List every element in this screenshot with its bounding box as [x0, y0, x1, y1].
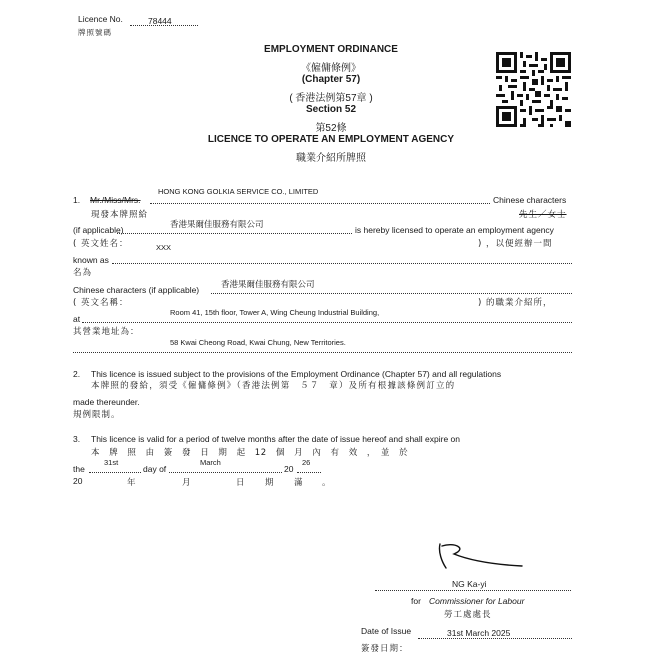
day-of-label: day of [143, 464, 167, 474]
licence-number-value: 78444 [148, 16, 172, 26]
date-of-issue-dots [418, 638, 572, 639]
english-name-value: XXX [156, 243, 172, 252]
date-of-issue-label: Date of Issue [361, 626, 412, 636]
hereby-licensed-text: is hereby licensed to operate an employment agency [355, 225, 554, 235]
holder-name-cn: 香港果爾佳服務有限公司 [170, 220, 264, 230]
cn-nian: 年 [127, 478, 137, 488]
licence-title: LICENCE TO OPERATE AN EMPLOYMENT AGENCY [207, 134, 455, 145]
if-applicable-label: (if applicable) [73, 225, 124, 235]
address-label-cn: 其營業地址為： [73, 327, 140, 337]
expiry-year-value: 26 [302, 458, 311, 467]
address-line-2-dots [73, 352, 572, 353]
expiry-month-value: March [200, 458, 221, 467]
date-of-issue-value: 31st March 2025 [447, 628, 511, 638]
cn-ri: 日 [236, 478, 246, 488]
operate-text-cn: ) ，以便經辦一間 [478, 239, 553, 249]
ordinance-heading-cn: 《僱傭條例》 [301, 63, 361, 74]
agency-name-dots [211, 293, 572, 294]
date-of-issue-label-cn: 簽發日期： [361, 644, 409, 654]
english-name-label-cn: ( 英文姓名： [73, 239, 129, 249]
ordinance-heading: EMPLOYMENT ORDINANCE [264, 44, 398, 55]
para3-text: This licence is valid for a period of twelve months after the date of issue hereof and shall expire on [91, 434, 461, 444]
para3-text-cn: 本 牌 照 由 簽 發 日 期 起 12 個 月 內 有 效 ， 並 於 [91, 448, 409, 458]
for-label: for [411, 596, 421, 606]
named-label-cn: 名為 [73, 268, 93, 278]
commissioner-role: Commissioner for Labour [429, 596, 525, 606]
para1-number: 1. [73, 195, 81, 205]
holder-name: HONG KONG GOLKIA SERVICE CO., LIMITED [158, 187, 319, 196]
signature-dots [375, 590, 571, 591]
at-label: at [73, 314, 81, 324]
honorific-struck: Mr./Miss/Mrs. [90, 195, 141, 205]
holder-name-dots [150, 203, 490, 204]
cn-end: 。 [322, 478, 332, 488]
para2-number: 2. [73, 369, 81, 379]
honorific-cn-struck: 先生／女士 [519, 210, 567, 220]
commissioner-name: NG Ka-yi [452, 579, 487, 589]
year-prefix: 20 [284, 464, 294, 474]
agency-name-cn: 香港果爾佳服務有限公司 [221, 280, 315, 290]
para2-text-2: made thereunder. [73, 397, 140, 407]
signature-icon [434, 540, 524, 570]
para2-text: This licence is issued subject to the provisions of the Employment Ordinance (Chapter 57) and all regulations [91, 369, 502, 379]
expiry-day-dots [89, 472, 141, 473]
commissioner-role-cn: 勞工處處長 [444, 610, 492, 620]
cn-man: 滿 [294, 478, 304, 488]
para2-text-2-cn: 規例限制。 [73, 410, 121, 420]
licence-number-dots [130, 25, 198, 26]
chinese-characters-label: Chinese characters [493, 195, 567, 205]
agency-text-cn: ) 的職業介紹所， [478, 298, 553, 308]
licence-number-label-cn: 牌照號碼 [78, 28, 112, 37]
holder-name-cn-dots [117, 233, 352, 234]
chapter-heading: (Chapter 57) [301, 74, 361, 85]
address-line-2: 58 Kwai Cheong Road, Kwai Chung, New Territories. [170, 338, 346, 347]
para2-text-cn: 本牌照的發給，須受《僱傭條例》（香港法例第 ５７ 章）及所有根據該條例訂立的 [91, 381, 456, 391]
para3-number: 3. [73, 434, 81, 444]
address-line-1: Room 41, 15th floor, Tower A, Wing Cheung Industrial Building, [170, 308, 380, 317]
chinese-chars-applicable-label: Chinese characters (if applicable) [73, 285, 200, 295]
known-as-label: known as [73, 255, 109, 265]
expiry-month-dots [169, 472, 282, 473]
the-label: the [73, 464, 85, 474]
address-line-1-dots [82, 322, 572, 323]
english-title-label-cn: ( 英文名稱： [73, 298, 129, 308]
expiry-year-dots [297, 472, 321, 473]
section-heading-cn: 第52條 [315, 123, 347, 134]
cn-yue: 月 [182, 478, 192, 488]
licence-number-label: Licence No. [78, 14, 123, 24]
cn-qi: 期 [265, 478, 275, 488]
chapter-heading-cn: ( 香港法例第57章 ) [289, 93, 373, 104]
line-cn-issue: 現發本牌照給 [91, 210, 149, 220]
expiry-day-value: 31st [104, 458, 119, 467]
section-heading: Section 52 [305, 104, 357, 115]
cn-year-prefix: 20 [73, 476, 83, 486]
licence-title-cn: 職業介紹所牌照 [296, 153, 366, 164]
qr-code-icon [496, 52, 571, 127]
known-as-dots [112, 263, 572, 264]
